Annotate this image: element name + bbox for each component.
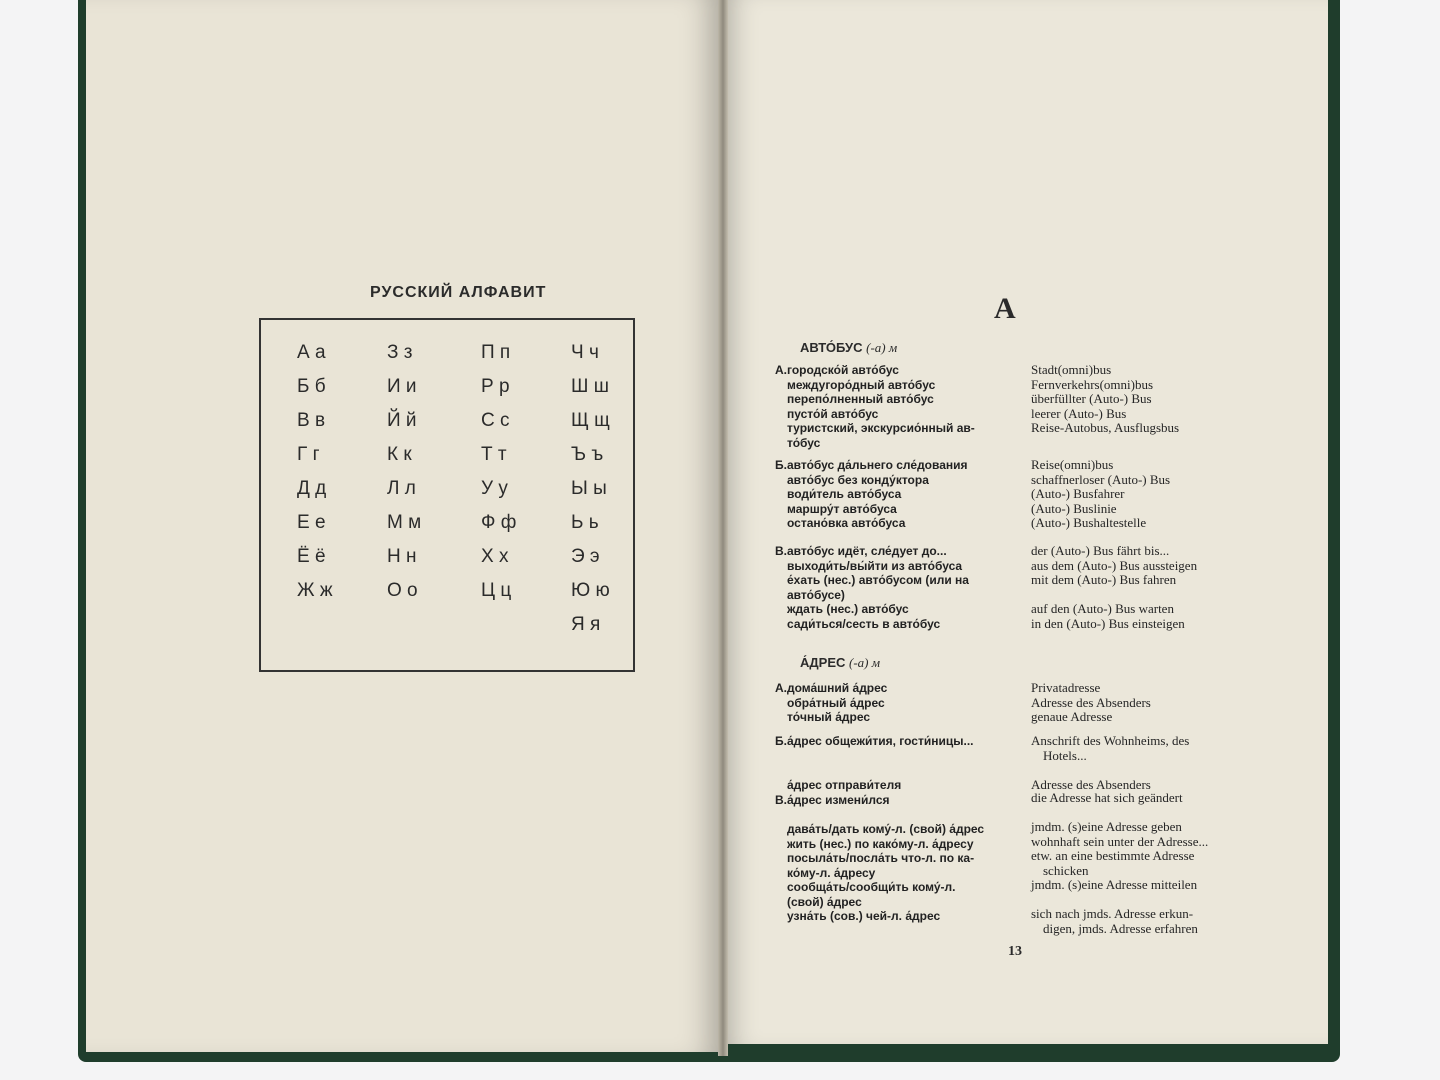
section-letter: А <box>994 292 1016 325</box>
alphabet-letter: Е е <box>297 512 326 533</box>
ru-phrase: А.дома́шний а́дрес <box>775 681 888 695</box>
de-translations <box>1031 681 1256 725</box>
alphabet-letter: Ы ы <box>571 478 607 499</box>
alphabet-letter: Ш ш <box>571 376 609 397</box>
alphabet-letter: Й й <box>387 410 417 431</box>
alphabet-letter: Ё ё <box>297 546 326 567</box>
ru-phrase: а́дрес отправи́теля <box>787 777 902 792</box>
de-translation: Adresse des Absenders <box>1031 694 1151 710</box>
ru-phrase: ко́му-л. а́дресу <box>787 865 876 880</box>
de-translation: Anschrift des Wohnheims, des <box>1031 733 1190 748</box>
ru-phrase: остано́вка авто́буса <box>787 516 906 530</box>
ru-phrases <box>775 363 1015 450</box>
alphabet-letter: Ъ ъ <box>571 444 604 465</box>
de-translation: mit dem (Auto-) Bus fahren <box>1031 572 1177 587</box>
de-translation: wohnhaft sein unter der Adresse... <box>1031 833 1209 849</box>
entry-headword-adres <box>800 655 880 671</box>
alphabet-letter: И и <box>387 376 417 397</box>
de-translation: schicken <box>1043 862 1089 878</box>
ru-phrase: маршру́т авто́буса <box>787 501 897 516</box>
de-translation: die Adresse hat sich geändert <box>1031 790 1183 805</box>
headword-text: АВТО́БУС <box>800 340 863 355</box>
ru-phrases <box>775 544 1015 631</box>
de-translation: (Auto-) Buslinie <box>1031 500 1117 516</box>
de-translation <box>1031 806 1256 821</box>
alphabet-letter: Ч ч <box>571 342 599 363</box>
de-translation: jmdm. (s)eine Adresse geben <box>1031 819 1182 834</box>
headword-grammar: (-а) м <box>849 655 881 670</box>
ru-phrase: авто́бус без конду́ктора <box>787 472 929 487</box>
ru-phrase: пусто́й авто́бус <box>787 406 879 421</box>
de-translation: (Auto-) Busfahrer <box>1031 486 1125 501</box>
alphabet-letter: П п <box>481 342 511 363</box>
de-translation: schaffnerloser (Auto-) Bus <box>1031 471 1171 487</box>
de-translation: in den (Auto-) Bus einsteigen <box>1031 615 1185 631</box>
alphabet-letter: З з <box>387 342 413 363</box>
alphabet-column-2 <box>387 342 421 614</box>
page-number: 13 <box>1008 944 1022 959</box>
de-translation: auf den (Auto-) Bus warten <box>1031 601 1174 616</box>
alphabet-letter: Г г <box>297 444 320 465</box>
alphabet-letter: Н н <box>387 546 417 567</box>
ru-phrase: В.а́дрес измени́лся <box>775 793 890 807</box>
ru-phrase: то́бус <box>787 435 821 450</box>
alphabet-letter: Я я <box>571 614 601 635</box>
entry-headword-avtobus <box>800 340 897 356</box>
alphabet-letter: У у <box>481 478 508 499</box>
alphabet-column-4 <box>571 342 610 648</box>
ru-phrase: сади́ться/сесть в авто́бус <box>787 616 941 631</box>
de-translation: Hotels... <box>1043 747 1087 763</box>
alphabet-letter: Э э <box>571 546 600 567</box>
alphabet-letter: Щ щ <box>571 410 610 431</box>
ru-phrase: В.авто́бус идёт, сле́дует до... <box>775 544 947 558</box>
ru-phrase <box>775 808 1015 823</box>
de-translation: überfüllter (Auto-) Bus <box>1031 391 1152 406</box>
ru-phrase: перепо́лненный авто́бус <box>787 392 934 406</box>
de-translation: Privatadresse <box>1031 680 1101 695</box>
alphabet-letter: Ф ф <box>481 512 517 533</box>
ru-phrases <box>775 734 1015 792</box>
alphabet-letter: К к <box>387 444 412 465</box>
de-translation: Reise(omni)bus <box>1031 457 1114 472</box>
de-translations <box>1031 734 1256 792</box>
ru-phrase: посыла́ть/посла́ть что-л. по ка- <box>787 851 975 865</box>
ru-phrase: сообща́ть/сообщи́ть кому́-л. <box>787 880 956 894</box>
headword-text: А́ДРЕС <box>800 655 846 670</box>
de-translation: (Auto-) Bushaltestelle <box>1031 515 1147 530</box>
ru-phrase: междугоро́дный авто́бус <box>787 377 936 392</box>
de-translation <box>1031 588 1256 603</box>
de-translation: digen, jmds. Adresse erfahren <box>1043 920 1198 936</box>
alphabet-letter: Ц ц <box>481 580 512 601</box>
alphabet-letter: Ю ю <box>571 580 610 601</box>
ru-phrase <box>775 749 1015 764</box>
ru-phrase: то́чный а́дрес <box>787 710 871 724</box>
de-translation: Stadt(omni)bus <box>1031 362 1112 377</box>
ru-phrases <box>775 681 1015 725</box>
ru-phrase: е́хать (нес.) авто́бусом (или на <box>787 573 969 587</box>
ru-phrase <box>775 763 1015 778</box>
ru-phrase: (свой) а́дрес <box>787 894 862 909</box>
alphabet-letter: Ь ь <box>571 512 599 533</box>
ru-phrase: узна́ть (сов.) чей-л. а́дрес <box>787 909 941 923</box>
de-translation: Reise-Autobus, Ausflugsbus <box>1031 420 1180 435</box>
de-translation: jmdm. (s)eine Adresse mitteilen <box>1031 877 1198 892</box>
de-translations <box>1031 458 1256 531</box>
alphabet-column-1 <box>297 342 333 614</box>
alphabet-letter: Д д <box>297 478 327 499</box>
de-translation: Adresse des Absenders <box>1031 776 1151 792</box>
de-translation: sich nach jmds. Adresse erkun- <box>1031 906 1194 921</box>
alphabet-letter: Х х <box>481 546 509 567</box>
ru-phrase: води́тель авто́буса <box>787 487 902 501</box>
de-translation: aus dem (Auto-) Bus aussteigen <box>1031 557 1198 573</box>
alphabet-letter: Б б <box>297 376 326 397</box>
ru-phrase: дава́ть/дать кому́-л. (свой) а́дрес <box>787 822 985 836</box>
ru-phrases <box>775 458 1015 531</box>
de-translation: Fernverkehrs(omni)bus <box>1031 376 1154 392</box>
ru-phrase: Б.а́дрес общежи́тия, гости́ницы... <box>775 734 974 748</box>
alphabet-letter: Р р <box>481 376 510 397</box>
alphabet-letter: А а <box>297 342 326 363</box>
ru-phrase: А.городско́й авто́бус <box>775 363 899 377</box>
alphabet-title: РУССКИЙ АЛФАВИТ <box>370 284 547 301</box>
ru-phrase: авто́бусе) <box>787 587 845 602</box>
alphabet-letter: В в <box>297 410 326 431</box>
ru-phrases <box>775 793 1015 924</box>
de-translations <box>1031 363 1256 436</box>
de-translations <box>1031 791 1256 936</box>
de-translation: etw. an eine bestimmte Adresse <box>1031 848 1195 863</box>
de-translation <box>1031 893 1256 908</box>
alphabet-column-3 <box>481 342 516 614</box>
de-translation <box>1031 763 1256 778</box>
alphabet-letter: М м <box>387 512 422 533</box>
book-gutter <box>718 0 728 1056</box>
de-translation: der (Auto-) Bus fährt bis... <box>1031 543 1170 558</box>
alphabet-letter: Т т <box>481 444 507 465</box>
de-translation: leerer (Auto-) Bus <box>1031 405 1127 421</box>
alphabet-letter: Ж ж <box>297 580 333 601</box>
ru-phrase: Б.авто́бус да́льнего сле́дования <box>775 458 968 472</box>
de-translation: genaue Adresse <box>1031 709 1113 724</box>
ru-phrase: ждать (нес.) авто́бус <box>787 602 909 616</box>
headword-grammar: (-а) м <box>866 340 898 355</box>
alphabet-letter: С с <box>481 410 510 431</box>
ru-phrase: обра́тный а́дрес <box>787 695 885 710</box>
alphabet-table <box>259 318 635 672</box>
ru-phrase: туристский, экскурсио́нный ав- <box>787 421 975 435</box>
alphabet-letter: О о <box>387 580 418 601</box>
de-translations <box>1031 544 1256 631</box>
ru-phrase: выходи́ть/вы́йти из авто́буса <box>787 558 963 573</box>
ru-phrase: жить (нес.) по како́му-л. а́дресу <box>787 836 974 851</box>
alphabet-letter: Л л <box>387 478 416 499</box>
